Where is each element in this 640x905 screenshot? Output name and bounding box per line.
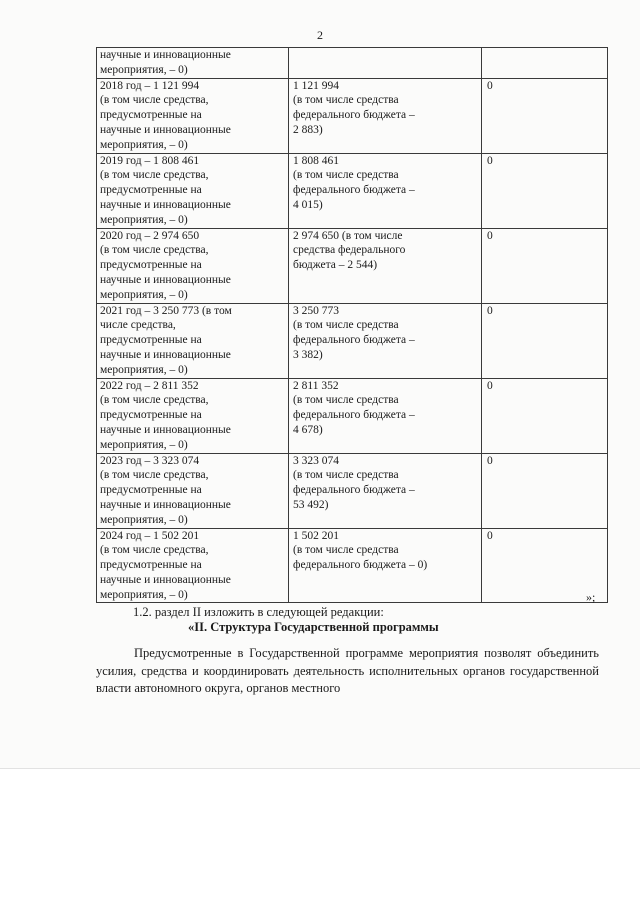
year-total-cell: 2018 год – 1 121 994 (в том числе средства, предусмотренные на научные и инновационные мероприятия, – 0) — [97, 78, 289, 153]
section-intro: 1.2. раздел II изложить в следующей редакции: — [133, 605, 384, 619]
table-row — [97, 48, 608, 79]
regional-budget-cell — [289, 48, 482, 79]
table-row — [97, 528, 608, 603]
regional-budget-cell: 3 250 773 (в том числе средства федерального бюджета – 3 382) — [289, 303, 482, 378]
year-total-cell: 2019 год – 1 808 461 (в том числе средства, предусмотренные на научные и инновационные мероприятия, – 0) — [97, 153, 289, 228]
table-row — [97, 303, 608, 378]
page-number: 2 — [317, 28, 323, 42]
other-sources-cell: 0 — [482, 153, 608, 228]
regional-budget-cell: 1 502 201 (в том числе средства федерального бюджета – 0) — [289, 528, 482, 603]
other-sources-cell: 0 — [482, 228, 608, 303]
funding-table — [96, 47, 608, 603]
other-sources-cell — [482, 48, 608, 79]
year-total-cell: 2023 год – 3 323 074 (в том числе средства, предусмотренные на научные и инновационные мероприятия, – 0) — [97, 453, 289, 528]
other-sources-cell: 0 — [482, 528, 608, 603]
body-paragraph: Предусмотренные в Государственной программе мероприятия позволят объединить усилия, средства и координировать деятельность исполнительных органов государственной власти автономного округа, органов местного — [96, 646, 599, 695]
table-row — [97, 453, 608, 528]
year-total-cell: 2021 год – 3 250 773 (в том числе средства, предусмотренные на научные и инновационные мероприятия, – 0) — [97, 303, 289, 378]
year-total-cell: 2022 год – 2 811 352 (в том числе средства, предусмотренные на научные и инновационные мероприятия, – 0) — [97, 378, 289, 453]
regional-budget-cell: 2 974 650 (в том числе средства федерального бюджета – 2 544) — [289, 228, 482, 303]
regional-budget-cell: 1 808 461 (в том числе средства федерального бюджета – 4 015) — [289, 153, 482, 228]
other-sources-cell: 0 — [482, 453, 608, 528]
other-sources-cell: 0 — [482, 303, 608, 378]
year-total-cell: 2024 год – 1 502 201 (в том числе средства, предусмотренные на научные и инновационные мероприятия, – 0) — [97, 528, 289, 603]
other-sources-cell: 0 — [482, 378, 608, 453]
table-row — [97, 378, 608, 453]
table-row — [97, 78, 608, 153]
regional-budget-cell: 2 811 352 (в том числе средства федерального бюджета – 4 678) — [289, 378, 482, 453]
table-row — [97, 153, 608, 228]
year-total-cell: 2020 год – 2 974 650 (в том числе средства, предусмотренные на научные и инновационные мероприятия, – 0) — [97, 228, 289, 303]
regional-budget-cell: 3 323 074 (в том числе средства федерального бюджета – 53 492) — [289, 453, 482, 528]
year-total-cell: научные и инновационные мероприятия, – 0) — [97, 48, 289, 79]
section-heading: «II. Структура Государственной программы — [188, 620, 439, 634]
table-row — [97, 228, 608, 303]
regional-budget-cell: 1 121 994 (в том числе средства федерального бюджета – 2 883) — [289, 78, 482, 153]
other-sources-cell: 0 — [482, 78, 608, 153]
closing-quote: »; — [586, 590, 596, 604]
